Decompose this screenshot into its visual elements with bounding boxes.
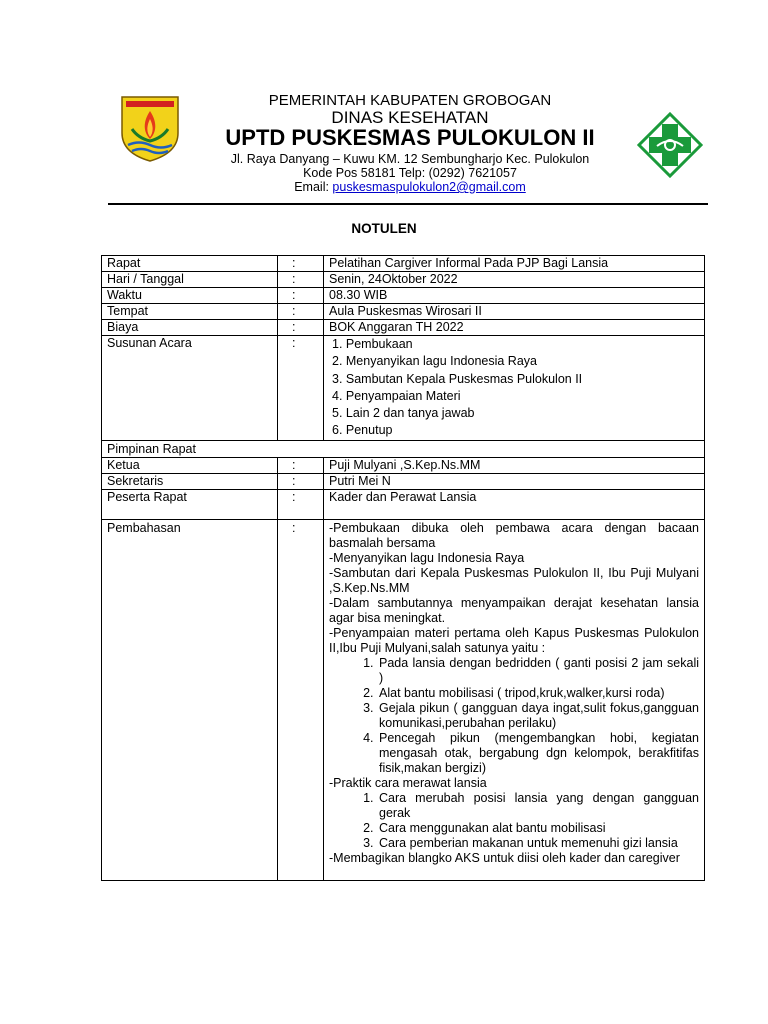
list-item: 3. Gejala pikun ( gangguan daya ingat,sulit fokus,gangguan komunikasi,perubahan perilaku) xyxy=(377,701,699,731)
row-separator: : xyxy=(278,473,324,489)
minutes-table xyxy=(101,255,705,881)
letterhead-government: PEMERINTAH KABUPATEN GROBOGAN xyxy=(268,92,552,109)
letterhead-postal: Kode Pos 58181 Telp: (0292) 7621057 xyxy=(303,166,517,180)
row-value: Puji Mulyani ,S.Kep.Ns.MM xyxy=(324,457,705,473)
row-label: Tempat xyxy=(102,304,278,320)
row-label: Biaya xyxy=(102,320,278,336)
discussion-paragraph: -Praktik cara merawat lansia xyxy=(329,775,487,790)
discussion-paragraph: -Menyanyikan lagu Indonesia Raya xyxy=(329,550,525,565)
row-value: Kader dan Perawat Lansia xyxy=(324,489,705,519)
table-row xyxy=(102,489,705,519)
discussion-cell xyxy=(324,519,705,880)
row-separator: : xyxy=(278,336,324,441)
row-separator: : xyxy=(278,272,324,288)
table-row xyxy=(102,457,705,473)
row-value: Pelatihan Cargiver Informal Pada PJP Bagi Lansia xyxy=(324,256,705,272)
table-row xyxy=(102,336,705,441)
agenda-item: 6. Penutup xyxy=(332,423,393,438)
table-row xyxy=(102,288,705,304)
discussion-paragraph: -Sambutan dari Kepala Puskesmas Pulokulon II, Ibu Puji Mulyani ,S.Kep.Ns.MM xyxy=(329,565,699,595)
agenda-item: 4. Penyampaian Materi xyxy=(332,388,461,403)
discussion-paragraph: -Membagikan blangko AKS untuk diisi oleh kader dan caregiver xyxy=(329,850,680,865)
agenda-item: 1. Pembukaan xyxy=(332,337,413,351)
table-row xyxy=(102,440,705,457)
list-item: 1. Cara merubah posisi lansia yang dengan gangguan gerak xyxy=(377,791,699,821)
row-separator: : xyxy=(278,288,324,304)
puskesmas-green-cross-icon xyxy=(637,112,703,178)
row-separator: : xyxy=(278,489,324,519)
agenda-cell xyxy=(324,336,705,441)
row-section-label: Pimpinan Rapat xyxy=(102,440,705,457)
document-title: NOTULEN xyxy=(351,221,417,236)
discussion-paragraph: -Penyampaian materi pertama oleh Kapus Puskesmas Pulokulon II,Ibu Puji Mulyani,salah satunya yaitu : xyxy=(329,625,699,655)
table-row xyxy=(102,304,705,320)
row-value: BOK Anggaran TH 2022 xyxy=(324,320,705,336)
row-label: Hari / Tanggal xyxy=(102,272,278,288)
list-item: 2. Alat bantu mobilisasi ( tripod,kruk,walker,kursi roda) xyxy=(377,686,699,701)
row-separator: : xyxy=(278,519,324,880)
table-row xyxy=(102,272,705,288)
list-item: 2. Cara menggunakan alat bantu mobilisasi xyxy=(377,821,699,836)
praktik-list xyxy=(329,791,699,851)
table-row xyxy=(102,256,705,272)
row-label: Sekretaris xyxy=(102,473,278,489)
row-label: Waktu xyxy=(102,288,278,304)
row-label: Rapat xyxy=(102,256,278,272)
row-value: Aula Puskesmas Wirosari II xyxy=(324,304,705,320)
letterhead-divider xyxy=(108,203,708,205)
email-link[interactable]: puskesmaspulokulon2@gmail.com xyxy=(332,180,526,194)
row-label: Ketua xyxy=(102,457,278,473)
materi-list xyxy=(329,656,699,776)
letterhead-department: DINAS KESEHATAN xyxy=(331,108,489,127)
agenda-list xyxy=(329,336,699,440)
discussion-paragraph: -Pembukaan dibuka oleh pembawa acara dengan bacaan basmalah bersama xyxy=(329,520,699,550)
row-separator: : xyxy=(278,256,324,272)
list-item: 4. Pencegah pikun (mengembangkan hobi, kegiatan mengasah otak, bergabung dgn kelompok, berakfitifas fisik,makan bergizi) xyxy=(377,731,699,776)
letterhead-institution: UPTD PUSKESMAS PULOKULON II xyxy=(225,125,595,150)
table-row xyxy=(102,519,705,880)
row-separator: : xyxy=(278,320,324,336)
list-item: 1. Pada lansia dengan bedridden ( ganti posisi 2 jam sekali ) xyxy=(377,656,699,686)
discussion-paragraph: -Dalam sambutannya menyampaikan derajat kesehatan lansia agar bisa meningkat. xyxy=(329,595,699,625)
agenda-item: 3. Sambutan Kepala Puskesmas Pulokulon II xyxy=(332,371,583,386)
email-label: Email: xyxy=(294,180,333,194)
table-row xyxy=(102,320,705,336)
row-value: Putri Mei N xyxy=(324,473,705,489)
row-value: 08.30 WIB xyxy=(324,288,705,304)
row-label: Pembahasan xyxy=(102,519,278,880)
row-separator: : xyxy=(278,457,324,473)
agenda-item: 5. Lain 2 dan tanya jawab xyxy=(332,406,475,421)
agenda-item: 2. Menyanyikan lagu Indonesia Raya xyxy=(332,354,537,369)
list-item: 3. Cara pemberian makanan untuk memenuhi gizi lansia xyxy=(377,836,699,851)
row-label: Susunan Acara xyxy=(102,336,278,441)
letterhead-email xyxy=(190,180,630,194)
letterhead-address: Jl. Raya Danyang – Kuwu KM. 12 Sembungharjo Kec. Pulokulon xyxy=(230,152,590,166)
grobogan-regency-crest-icon xyxy=(118,93,182,163)
table-row xyxy=(102,473,705,489)
row-separator: : xyxy=(278,304,324,320)
row-value: Senin, 24Oktober 2022 xyxy=(324,272,705,288)
row-label: Peserta Rapat xyxy=(102,489,278,519)
